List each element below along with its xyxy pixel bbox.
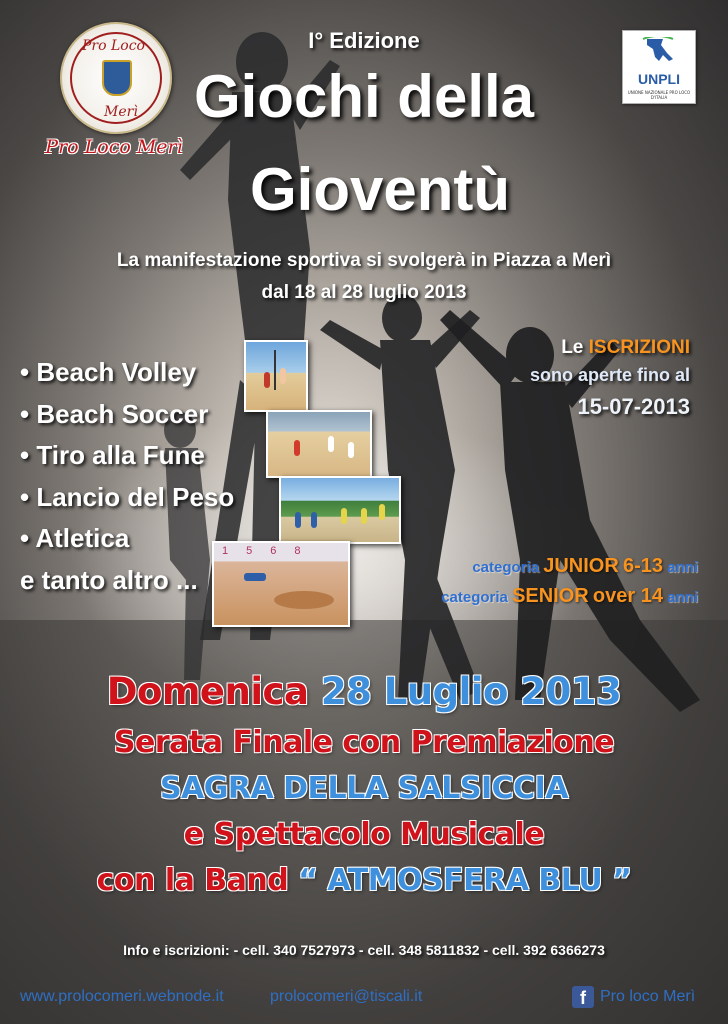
event-line-4: [0, 858, 728, 904]
unpli-name: UNPLI: [638, 71, 680, 87]
tug-of-war-photo: [279, 476, 401, 544]
unpli-subtitle: UNIONE NAZIONALE PRO LOCO D'ITALIA: [627, 90, 691, 100]
email-link[interactable]: prolocomeri@tiscali.it: [270, 988, 423, 1005]
facebook-icon[interactable]: f: [572, 986, 594, 1008]
list-item: e tanto altro ...: [20, 564, 198, 595]
player-figure: [295, 512, 301, 528]
lane-numbers: 1568: [222, 545, 319, 557]
beach-volley-photo: [244, 340, 308, 412]
category-suffix: anni: [667, 589, 698, 606]
list-item: • Beach Volley: [20, 357, 197, 387]
sports-list: [20, 352, 234, 601]
category-junior: [350, 552, 698, 582]
registration-line-1: [480, 334, 690, 362]
registration-deadline: 15-07-2013: [577, 394, 690, 419]
edition-label: I° Edizione: [308, 28, 420, 53]
category-range: over 14: [592, 585, 663, 607]
player-figure: [348, 442, 354, 458]
list-item: • Lancio del Peso: [20, 481, 235, 512]
registration-notice: [480, 334, 690, 426]
category-range: 6-13: [622, 555, 663, 577]
event-line-3: e Spettacolo Musicale: [183, 817, 545, 852]
band-prefix: con la Band: [96, 863, 289, 898]
registration-highlight: ISCRIZIONI: [588, 337, 690, 358]
category-prefix: categoria: [472, 559, 540, 576]
event-line-1: Serata Finale con Premiazione: [113, 725, 615, 760]
event-date-line: [0, 664, 728, 720]
subtitle-line-1: La manifestazione sportiva si svolgerà in Piazza a Merì: [116, 250, 612, 271]
subtitle: [0, 245, 728, 309]
category-prefix: categoria: [441, 589, 508, 606]
registration-prefix: Le: [561, 337, 584, 358]
player-figure: [264, 372, 270, 388]
contact-info: Info e iscrizioni: - cell. 340 7527973 - cell. 348 5811832 - cell. 392 6366273: [123, 942, 605, 958]
registration-line-2: sono aperte fino al: [529, 365, 690, 385]
player-figure: [328, 436, 334, 452]
player-figure: [379, 504, 385, 520]
title-line-1: Giochi della: [193, 63, 535, 130]
seal-ring-text-bottom: Merì: [104, 104, 138, 120]
final-event-block: [0, 664, 728, 904]
event-date: 28 Luglio 2013: [320, 670, 622, 713]
category-name: SENIOR: [512, 585, 589, 607]
category-senior: [350, 582, 698, 612]
player-figure: [280, 368, 286, 384]
list-item: • Atletica: [20, 523, 130, 553]
subtitle-line-2: dal 18 al 28 luglio 2013: [261, 282, 467, 303]
sand-pit: [274, 591, 334, 609]
net-pole: [274, 350, 276, 390]
player-figure: [341, 508, 347, 524]
event-line-2: SAGRA DELLA SALSICCIA: [159, 771, 569, 806]
player-figure: [294, 440, 300, 456]
beach-soccer-photo: [266, 410, 372, 478]
title-line-2: Gioventù: [249, 156, 510, 223]
jumper-figure: [244, 573, 266, 581]
list-item: • Beach Soccer: [20, 398, 209, 429]
facebook-page-link[interactable]: Pro loco Merì: [600, 988, 696, 1005]
event-day: Domenica: [106, 670, 309, 713]
website-link[interactable]: www.prolocomeri.webnode.it: [20, 988, 224, 1005]
footer: [20, 986, 708, 1014]
player-figure: [361, 508, 367, 524]
player-figure: [311, 512, 317, 528]
band-name: “ ATMOSFERA BLU ”: [298, 863, 632, 898]
category-name: JUNIOR: [543, 555, 619, 577]
pro-loco-script-label: Pro Loco Merì: [45, 136, 183, 158]
age-categories: [350, 552, 698, 612]
list-item: • Tiro alla Fune: [20, 440, 205, 470]
seal-ring-text-top: Pro Loco: [82, 38, 145, 54]
category-suffix: anni: [667, 559, 698, 576]
